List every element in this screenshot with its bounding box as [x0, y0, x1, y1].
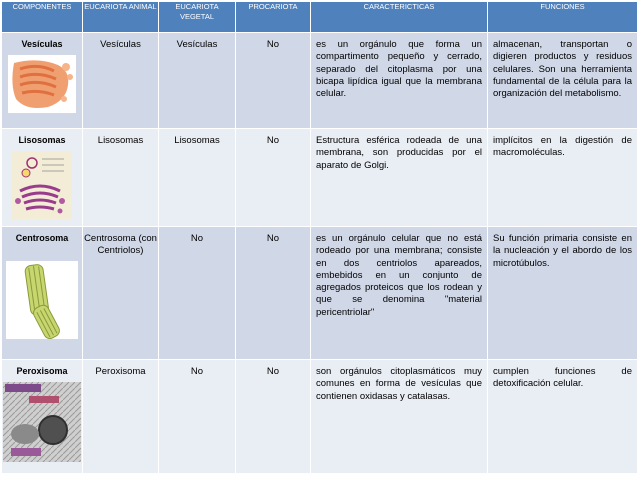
header-componentes: COMPONENTES [2, 2, 83, 33]
animal-cell: Vesículas [83, 33, 159, 129]
caracteristicas-cell: es un orgánulo que forma un compartimento pequeño y cerrado, separado del citoplasma por una bicapa lipídica igual que la membrana celular. [311, 33, 488, 129]
component-cell [2, 360, 83, 474]
header-procariota: PROCARIOTA [236, 2, 311, 33]
animal-cell: Lisosomas [83, 129, 159, 227]
component-cell [2, 129, 83, 227]
component-name: Centrosoma [15, 233, 69, 243]
animal-cell: Peroxisoma [83, 360, 159, 474]
procariota-cell: No [236, 33, 311, 129]
procariota-cell: No [236, 227, 311, 360]
funciones-cell: implícitos en la digestión de macromoléculas. [488, 129, 638, 227]
component-name: Lisosomas [18, 135, 66, 145]
vegetal-cell: Lisosomas [159, 129, 236, 227]
components-table [1, 1, 638, 474]
component-cell [2, 33, 83, 129]
lysosome-golgi-illustration-icon [12, 151, 72, 219]
caracteristicas-cell: Estructura esférica rodeada de una membrana, son producidas por el aparato de Golgi. [311, 129, 488, 227]
vesicle-illustration-icon [8, 55, 76, 113]
vegetal-cell: No [159, 227, 236, 360]
table-row [2, 33, 638, 129]
caracteristicas-cell: son orgánulos citoplasmáticos muy comunes en forma de vesículas que contienen oxidasas y catalasas. [311, 360, 488, 474]
header-caracteristicas: CARACTERICTICAS [311, 2, 488, 33]
procariota-cell: No [236, 129, 311, 227]
table-row [2, 129, 638, 227]
procariota-cell: No [236, 360, 311, 474]
funciones-cell: cumplen funciones de detoxificación celular. [488, 360, 638, 474]
funciones-cell: almacenan, transportan o digieren productos y residuos celulares. Son una herramienta fundamental de la célula para la organización del metabolismo. [488, 33, 638, 129]
header-eucariota-vegetal: EUCARIOTA VEGETAL [159, 2, 236, 33]
component-name: Vesículas [21, 39, 63, 49]
header-eucariota-animal: EUCARIOTA ANIMAL [83, 2, 159, 33]
table-row [2, 360, 638, 474]
vegetal-cell: Vesículas [159, 33, 236, 129]
component-cell [2, 227, 83, 360]
centriole-illustration-icon [6, 261, 78, 339]
vegetal-cell: No [159, 360, 236, 474]
funciones-cell: Su función primaria consiste en la nucleación y el abordo de los microtúbulos. [488, 227, 638, 360]
component-name: Peroxisoma [16, 366, 68, 376]
header-funciones: FUNCIONES [488, 2, 638, 33]
animal-cell: Centrosoma (con Centriolos) [83, 227, 159, 360]
caracteristicas-cell: es un orgánulo celular que no está rodeado por una membrana; consiste en dos centriolos apareados, embebidos en un conjunto de agregados proteicos que los rodean y que se denomina "material pericentriolar" [311, 227, 488, 360]
table-row [2, 227, 638, 360]
header-row [2, 2, 638, 33]
peroxisome-micrograph-icon [3, 382, 81, 462]
